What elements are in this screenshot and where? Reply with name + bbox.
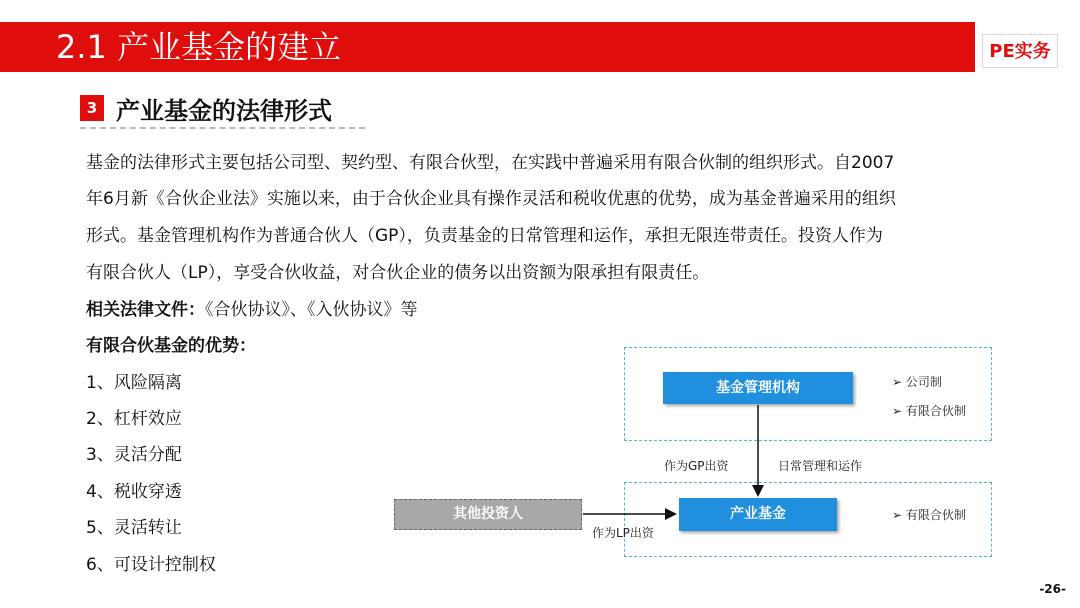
paragraph-line: 有限合伙人（LP），享受合伙收益，对合伙企业的债务以出资额为限承担有限责任。 [86, 263, 710, 283]
industry-fund-node: 产业基金 [679, 498, 837, 531]
paragraph-line: 基金的法律形式主要包括公司型、契约型、有限合伙型，在实践中普遍采用有限合伙制的组织形式。自2007 [86, 153, 895, 173]
logo: PE实务 [982, 34, 1058, 68]
gp-contribution-label: 作为GP出资 [664, 459, 729, 473]
page-title: 2.1 产业基金的建立 [56, 28, 342, 66]
section-title: 产业基金的法律形式 [116, 97, 332, 125]
advantages-heading: 有限合伙基金的优势： [86, 336, 256, 356]
daily-management-label: 日常管理和运作 [778, 459, 863, 473]
legal-docs-label: 相关法律文件： [86, 300, 205, 320]
lp-contribution-label: 作为LP出资 [592, 526, 654, 540]
advantage-item: 6、可设计控制权 [86, 555, 216, 575]
page-number: -26- [1039, 582, 1066, 596]
fund-manager-node: 基金管理机构 [663, 372, 853, 404]
legal-docs-value: 《合伙协议》、《入伙协议》等 [205, 300, 418, 320]
manager-option: ➢ 有限合伙制 [892, 404, 966, 418]
paragraph-line: 年6月新《合伙企业法》实施以来，由于合伙企业具有操作灵活和税收优惠的优势，成为基金普遍采用的组织 [86, 189, 896, 209]
advantage-item: 2、杠杆效应 [86, 409, 182, 429]
advantage-item: 3、灵活分配 [86, 445, 182, 465]
advantage-item: 4、税收穿透 [86, 482, 182, 502]
advantage-item: 5、灵活转让 [86, 518, 182, 538]
other-investors-node: 其他投资人 [394, 499, 582, 530]
fund-option: ➢ 有限合伙制 [892, 508, 966, 522]
advantage-item: 1、风险隔离 [86, 373, 182, 393]
manager-option: ➢ 公司制 [892, 375, 942, 389]
paragraph-line: 形式。基金管理机构作为普通合伙人（GP），负责基金的日常管理和运作，承担无限连带责任。投资人作为 [86, 226, 883, 246]
section-number-badge: 3 [80, 95, 104, 121]
